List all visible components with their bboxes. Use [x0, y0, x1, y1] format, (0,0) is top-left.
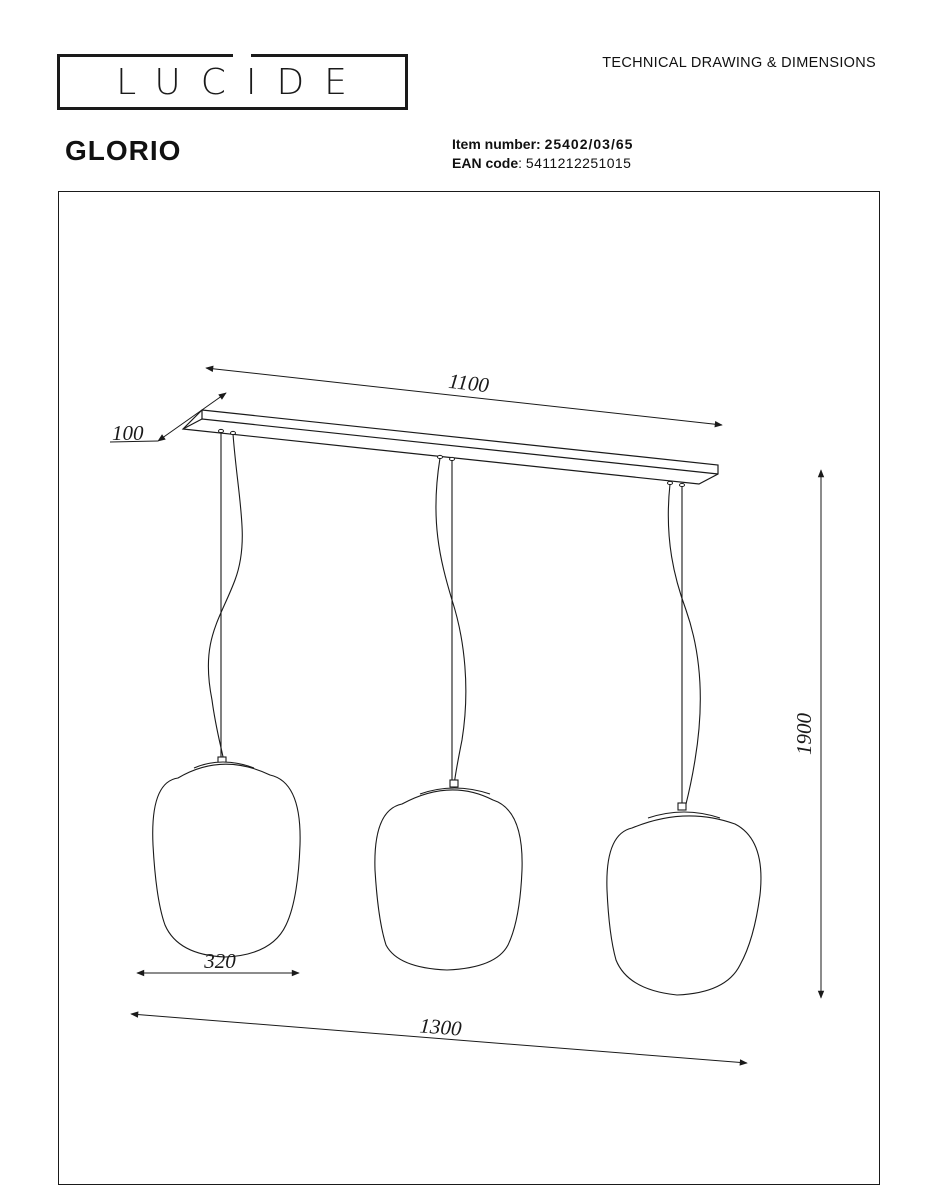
ean-separator: :: [518, 155, 523, 171]
lamp-shade-left: [153, 757, 300, 957]
item-number-label: Item number:: [452, 136, 541, 152]
dim-label-total-length: 1300: [418, 1013, 463, 1041]
dim-label-shade-diameter: 320: [204, 949, 236, 973]
ean-label: EAN code: [452, 155, 519, 171]
ean-value: 5411212251015: [525, 155, 632, 171]
canopy-bar: [183, 410, 718, 484]
dim-label-height: 1900: [792, 713, 816, 755]
dim-label-canopy-length: 1100: [447, 368, 491, 398]
item-number-value: 25402/03/65: [544, 136, 634, 152]
document-type: TECHNICAL DRAWING & DIMENSIONS: [602, 55, 876, 71]
product-name: GLORIO: [65, 135, 182, 166]
lamp-shade-right: [607, 803, 761, 995]
brand-logo-text: LUCIDE: [116, 61, 367, 103]
lamp-shade-middle: [375, 780, 522, 970]
suspension-cables: [208, 432, 700, 808]
dim-label-canopy-width: 100: [112, 421, 144, 445]
